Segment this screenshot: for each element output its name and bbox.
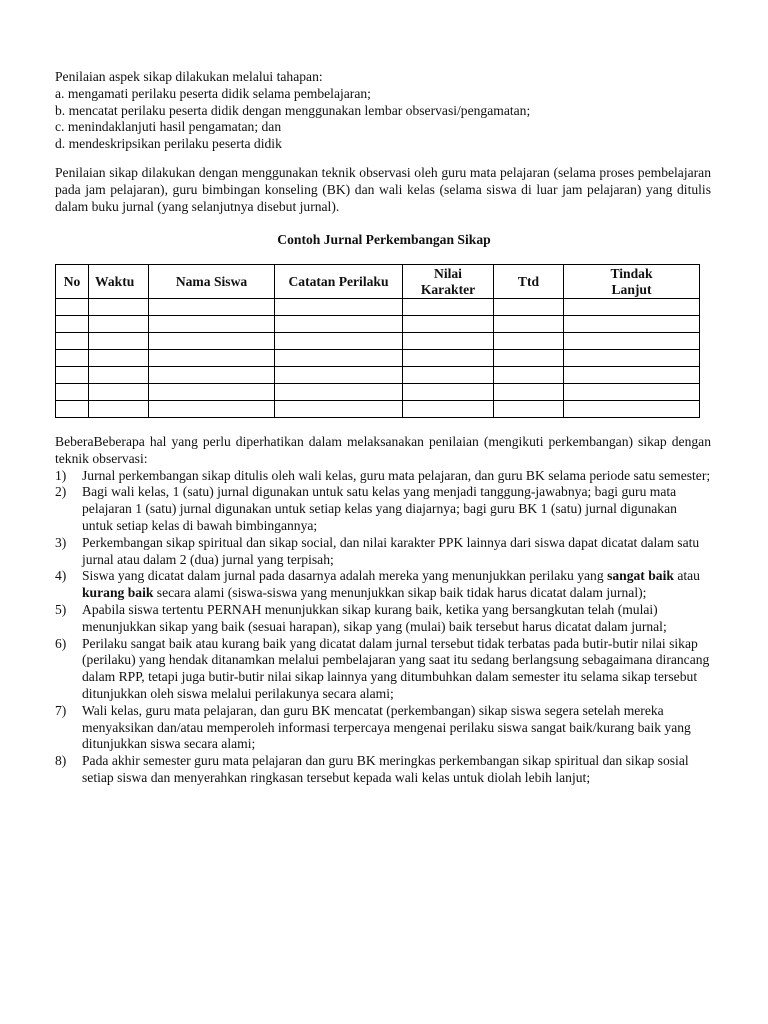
header-ttd: Ttd [494,265,564,299]
table-row [56,333,700,350]
list-item [55,568,711,602]
list-item [55,753,711,787]
item-number: 8) [55,753,67,769]
header-catatan-perilaku: Catatan Perilaku [275,265,403,299]
assessment-steps [55,69,715,153]
table-row [56,350,700,367]
item-text-part: secara alami (siswa-siswa yang menunjukkan sikap baik tidak harus dicatat dalam jurnal); [153,585,647,601]
header-no: No [56,265,89,299]
item-bold-term: kurang baik [82,585,154,601]
item-number: 4) [55,568,67,584]
header-nama-siswa: Nama Siswa [149,265,275,299]
list-item [55,636,711,703]
item-text: Wali kelas, guru mata pelajaran, dan guru BK mencatat (perkembangan) sikap siswa segera setelah mereka menyaksikan dan/atau memperoleh informasi terpercaya mengenai perilaku siswa sangat baik/kurang baik yang ditunjukkan siswa secara alami; [82,702,691,752]
notes-intro: BeberaBeberapa hal yang perlu diperhatikan dalam melaksanakan penilaian (mengikuti perkembangan) sikap dengan teknik observasi: [55,434,711,466]
header-tindak-line2: Lanjut [611,281,652,297]
step-item: d. mendeskripsikan perilaku peserta didik [55,136,282,152]
item-number: 5) [55,601,67,617]
step-item: a. mengamati perilaku peserta didik selama pembelajaran; [55,85,371,101]
list-item [55,468,711,485]
item-text: Perilaku sangat baik atau kurang baik yang dicatat dalam jurnal tersebut tidak terbatas pada butir-butir nilai sikap (perilaku) yang hendak ditanamkan melalui pembelajaran yang saat itu sedang berlangsung sebagaimana dirancang dalam RPP, tetapi juga butir-butir nilai sikap lainnya yang ditumbuhkan dalam semester itu selama sikap tersebut ditunjukkan oleh siswa melalui perilakunya secara alami; [82,635,710,701]
table-row [56,367,700,384]
list-item [55,535,711,569]
header-nilai-line2: Karakter [420,281,476,297]
item-bold-term: sangat baik [607,568,674,584]
item-number: 3) [55,534,67,550]
table-row [56,316,700,333]
table-header-row [56,265,700,299]
item-text: Perkembangan sikap spiritual dan sikap social, dan nilai karakter PPK lainnya dari siswa dapat dicatat dalam satu jurnal atau dalam 2 (dua) jurnal yang terpisah; [82,534,700,567]
header-tindak-lanjut [564,265,700,299]
technique-paragraph: Penilaian sikap dilakukan dengan menggunakan teknik observasi oleh guru mata pelajaran (selama proses pembelajaran pada jam pelajaran), guru bimbingan konseling (BK) dan wali kelas (selama siswa di luar jam pelajaran) yang ditulis dalam buku jurnal (yang selanjutnya disebut jurnal). [55,165,711,214]
notes-list [55,468,711,787]
journal-table [55,264,700,418]
item-text: Bagi wali kelas, 1 (satu) jurnal digunakan untuk satu kelas yang menjadi tanggung-jawabnya; bagi guru mata pelajaran 1 (satu) jurnal digunakan untuk setiap kelas yang diajarnya; bagi guru BK 1 (satu) jurnal digunakan untuk setiap kelas di bawah bimbingannya; [82,484,677,533]
steps-heading: Penilaian aspek sikap dilakukan melalui tahapan: [55,69,323,84]
item-number: 6) [55,635,67,651]
item-number: 1) [55,467,67,483]
table-title: Contoh Jurnal Perkembangan Sikap [277,232,491,247]
item-number: 7) [55,702,67,718]
header-tindak-line1: Tindak [610,265,653,281]
item-text: Apabila siswa tertentu PERNAH menunjukkan sikap kurang baik, ketika yang bersangkutan telah (mulai) menunjukkan sikap yang baik (sesuai harapan), sikap yang (mulai) baik tersebut harus dicatat dalam jurnal; [82,601,667,634]
table-row [56,384,700,401]
table-row [56,401,700,418]
header-nilai-karakter [403,265,494,299]
header-nilai-line1: Nilai [434,265,462,281]
step-item: b. mencatat perilaku peserta didik dengan menggunakan lembar observasi/pengamatan; [55,102,531,118]
step-item: c. menindaklanjuti hasil pengamatan; dan [55,119,282,135]
item-text: Pada akhir semester guru mata pelajaran dan guru BK meringkas perkembangan sikap spiritual dan sikap sosial setiap siswa dan menyerahkan ringkasan tersebut kepada wali kelas untuk diolah lebih lanjut; [82,753,689,785]
item-number: 2) [55,484,67,500]
list-item [55,602,711,636]
list-item [55,703,711,753]
header-waktu: Waktu [89,265,149,299]
item-text-part: atau [673,568,700,584]
item-text-part: Siswa yang dicatat dalam jurnal pada dasarnya adalah mereka yang menunjukkan perilaku yang [82,568,608,584]
list-item [55,484,711,534]
table-row [56,299,700,316]
item-text: Jurnal perkembangan sikap ditulis oleh wali kelas, guru mata pelajaran, dan guru BK selama periode satu semester; [82,467,711,483]
observation-notes [55,434,711,787]
